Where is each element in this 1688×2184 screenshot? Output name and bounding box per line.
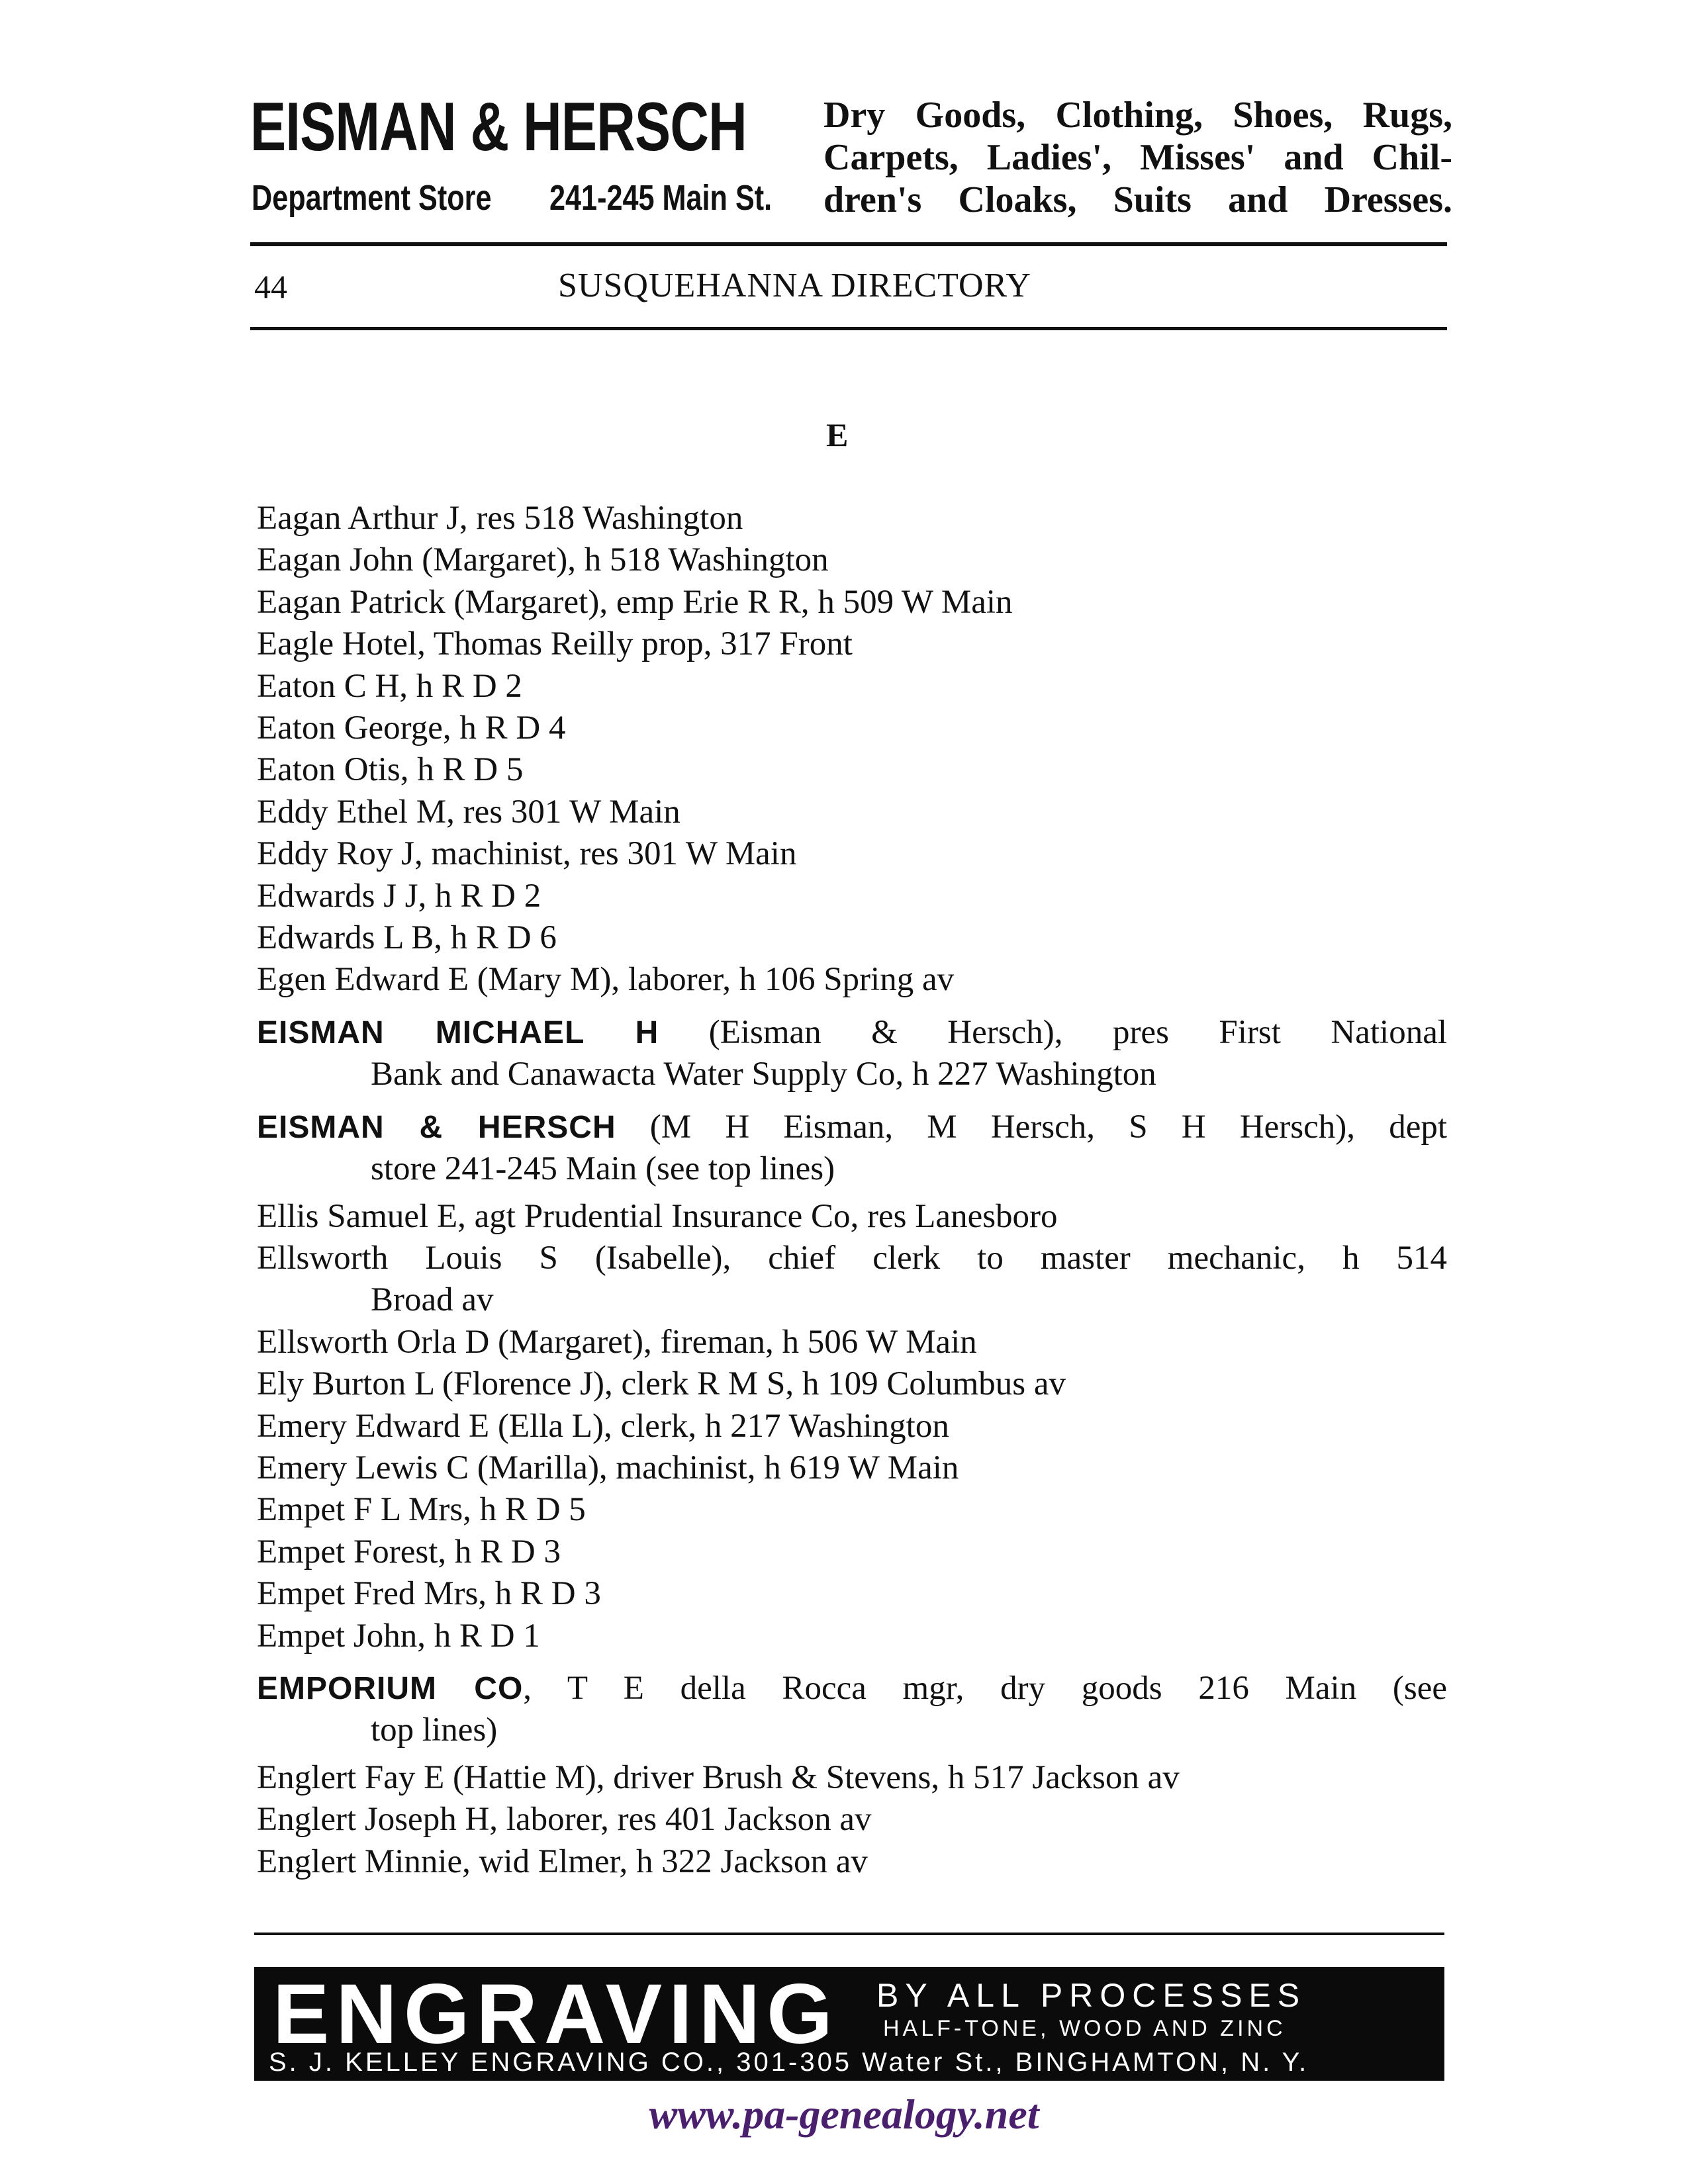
directory-entry: Eddy Roy J, machinist, res 301 W Main [257, 835, 797, 873]
page-number: 44 [254, 268, 287, 305]
directory-entry: Edwards J J, h R D 2 [257, 877, 541, 915]
engraving-ad [254, 1967, 1444, 2081]
ad-copy-line: dren's Cloaks, Suits and Dresses. [823, 179, 1452, 220]
directory-entries [257, 498, 1447, 1883]
top-divider [250, 242, 1447, 246]
engraving-headline: ENGRAVING [273, 1967, 839, 2062]
ad-store-address: 241-245 Main St. [549, 178, 773, 218]
directory-entry: Eaton Otis, h R D 5 [257, 751, 524, 789]
directory-entry: Edwards L B, h R D 6 [257, 919, 557, 957]
directory-entry: Eagan Arthur J, res 518 Washington [257, 500, 743, 537]
directory-entry: Ellsworth Louis S (Isabelle), chief clerk to master mechanic, h 514 Broad av [257, 1239, 1447, 1319]
ad-copy [823, 94, 1452, 221]
engraving-line-processes: BY ALL PROCESSES [876, 1977, 1307, 2014]
directory-entry: Ellis Samuel E, agt Prudential Insurance Co, res Lanesboro [257, 1197, 1058, 1235]
directory-entry: Egen Edward E (Mary M), laborer, h 106 Spring av [257, 961, 955, 999]
directory-entry: Eagan Patrick (Margaret), emp Erie R R, h 509 W Main [257, 583, 1013, 621]
directory-entry-featured: EMPORIUM CO, T E della Rocca mgr, dry goods 216 Main (see top lines) [257, 1669, 1447, 1749]
engraving-line-company: S. J. KELLEY ENGRAVING CO., 301-305 Water St., BINGHAMTON, N. Y. [269, 2048, 1309, 2077]
running-title: SUSQUEHANNA DIRECTORY [558, 267, 1031, 304]
bottom-divider [254, 1933, 1444, 1935]
directory-entry: Empet John, h R D 1 [257, 1617, 540, 1655]
entry-bold-name: EMPORIUM CO [257, 1670, 524, 1706]
directory-entry: Empet Fred Mrs, h R D 3 [257, 1575, 601, 1613]
directory-entry: Empet Forest, h R D 3 [257, 1533, 561, 1570]
entry-bold-name: EISMAN & HERSCH [257, 1109, 616, 1145]
directory-entry: Eddy Ethel M, res 301 W Main [257, 793, 680, 831]
directory-entry: Emery Lewis C (Marilla), machinist, h 619 W Main [257, 1449, 959, 1486]
directory-entry: Ely Burton L (Florence J), clerk R M S, h 109 Columbus av [257, 1365, 1066, 1403]
directory-entry: Emery Edward E (Ella L), clerk, h 217 Washington [257, 1407, 949, 1445]
section-letter: E [826, 416, 849, 453]
entry-bold-name: EISMAN MICHAEL H [257, 1015, 659, 1050]
source-url: www.pa-genealogy.net [649, 2091, 1039, 2138]
ad-copy-line: Dry Goods, Clothing, Shoes, Rugs, [823, 95, 1452, 136]
directory-entry: Eagan John (Margaret), h 518 Washington [257, 541, 829, 579]
directory-entry-featured: EISMAN & HERSCH (M H Eisman, M Hersch, S H Hersch), dept store 241-245 Main (see top lines) [257, 1108, 1447, 1188]
ad-store-name: EISMAN & HERSCH [250, 89, 747, 165]
ad-store-type: Department Store [252, 178, 492, 218]
ad-copy-line: Carpets, Ladies', Misses' and Chil- [823, 137, 1452, 178]
directory-entry: Eaton George, h R D 4 [257, 709, 566, 747]
directory-entry: Ellsworth Orla D (Margaret), fireman, h 506 W Main [257, 1323, 977, 1361]
directory-entry: Englert Fay E (Hattie M), driver Brush & Stevens, h 517 Jackson av [257, 1758, 1180, 1796]
directory-entry: Englert Joseph H, laborer, res 401 Jackson av [257, 1801, 872, 1839]
directory-entry: Eaton C H, h R D 2 [257, 667, 522, 705]
engraving-line-methods: HALF-TONE, WOOD AND ZINC [883, 2016, 1286, 2041]
header-divider [250, 327, 1447, 330]
directory-entry: Empet F L Mrs, h R D 5 [257, 1491, 586, 1529]
directory-entry: Eagle Hotel, Thomas Reilly prop, 317 Front [257, 625, 853, 663]
directory-entry: Englert Minnie, wid Elmer, h 322 Jackson av [257, 1843, 868, 1880]
directory-entry-featured: EISMAN MICHAEL H (Eisman & Hersch), pres First National Bank and Canawacta Water Supply Co, h 227 Washington [257, 1013, 1448, 1093]
